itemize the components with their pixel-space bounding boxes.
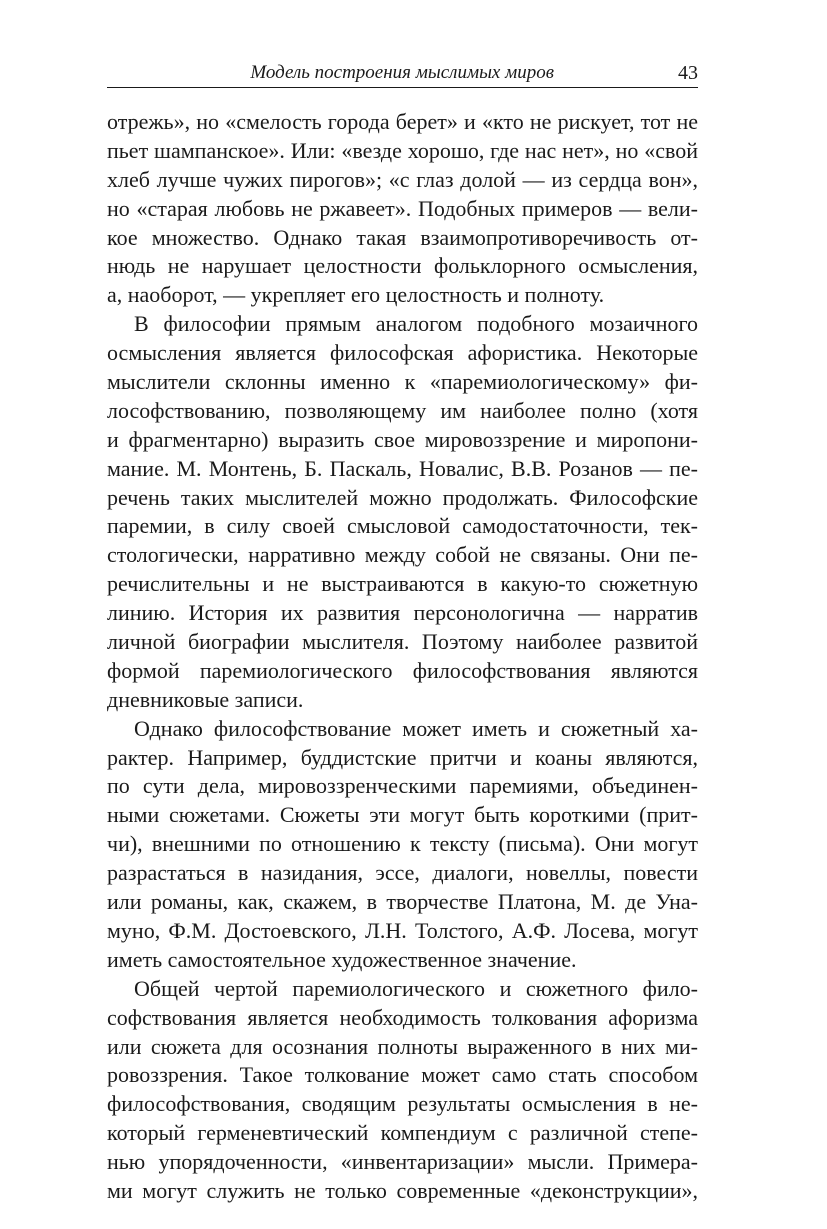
running-header [107, 60, 698, 88]
text-line: рактер. Например, буддистские притчи и коаны являются, [107, 744, 698, 770]
text-line: мание. М. Монтень, Б. Паскаль, Новалис, В.В. Розанов — пе- [107, 455, 698, 481]
text-line: и фрагментарно) выразить свое мировоззрение и миропони- [107, 426, 698, 452]
text-line: иметь самостоятельное художественное значение. [107, 946, 577, 972]
paragraph-2 [107, 310, 698, 714]
paragraph-1 [107, 108, 698, 310]
text-line: нюдь не нарушает целостности фольклорного осмысления, [107, 253, 698, 279]
text-line: осмысления является философская афористика. Некоторые [107, 340, 698, 366]
text-line: чи), внешними по отношению к тексту (письма). Они могут [107, 831, 698, 857]
text-line: ными сюжетами. Сюжеты эти могут быть короткими (прит- [107, 802, 698, 828]
text-line: ми могут служить не только современные «деконструкции», [107, 1177, 698, 1203]
text-line: кое множество. Однако такая взаимопротиворечивость от- [107, 224, 698, 250]
text-line: но «старая любовь не ржавеет». Подобных примеров — вели- [107, 195, 698, 221]
text-line: речень таких мыслителей можно продолжать. Философские [107, 484, 698, 510]
paragraph-4 [107, 975, 698, 1206]
running-title: Модель построения мыслимых миров [250, 62, 554, 83]
text-line: паремии, в силу своей смысловой самодостаточности, тек- [107, 513, 698, 539]
text-line: дневниковые записи. [107, 686, 304, 712]
text-line: пьет шампанское». Или: «везде хорошо, где нас нет», но «свой [107, 137, 698, 163]
text-line: муно, Ф.М. Достоевского, Л.Н. Толстого, А.Ф. Лосева, могут [107, 917, 698, 943]
text-line: философствования, сводящим результаты осмысления в не- [107, 1091, 698, 1117]
text-line: отрежь», но «смелость города берет» и «кто не рискует, тот не [107, 109, 698, 134]
text-line: лософствованию, позволяющему им наиболее полно (хотя [107, 397, 698, 423]
text-line: Общей чертой паремиологического и сюжетного фило- [134, 975, 698, 1001]
text-line: а, наоборот, — укрепляет его целостность и полноту. [107, 282, 605, 308]
text-line: В философии прямым аналогом подобного мозаичного [134, 311, 698, 337]
text-line: речислительны и не выстраиваются в какую-то сюжетную [107, 571, 698, 597]
text-line: формой паремиологического философствования являются [107, 657, 698, 683]
text-line: нью упорядоченности, «инвентаризации» мысли. Примера- [107, 1149, 698, 1175]
text-line: который герменевтический компендиум с различной степе- [107, 1120, 698, 1146]
paragraph-3 [107, 715, 698, 975]
page-number: 43 [678, 62, 698, 84]
text-line: стологически, нарративно между собой не связаны. Они пе- [107, 542, 698, 568]
text-line: или романы, как, скажем, в творчестве Платона, М. де Уна- [107, 889, 698, 915]
text-line: хлеб лучше чужих пирогов»; «с глаз долой — из сердца вон», [107, 166, 698, 192]
text-line: или сюжета для осознания полноты выраженного в них ми- [107, 1033, 698, 1059]
text-line: линию. История их развития персонологична — нарратив [107, 600, 698, 626]
text-line: Однако философствование может иметь и сюжетный ха- [134, 715, 698, 741]
text-line: личной биографии мыслителя. Поэтому наиболее развитой [107, 629, 698, 655]
text-line: софствования является необходимость толкования афоризма [107, 1004, 698, 1030]
text-line: разрастаться в назидания, эссе, диалоги, новеллы, повести [107, 860, 698, 886]
text-line: по сути дела, мировоззренческими паремиями, объединен- [107, 773, 698, 799]
text-line: мыслители склонны именно к «паремиологическому» фи- [107, 369, 698, 395]
body-text [107, 108, 698, 1206]
text-line: ровоззрения. Такое толкование может само стать способом [107, 1062, 698, 1088]
